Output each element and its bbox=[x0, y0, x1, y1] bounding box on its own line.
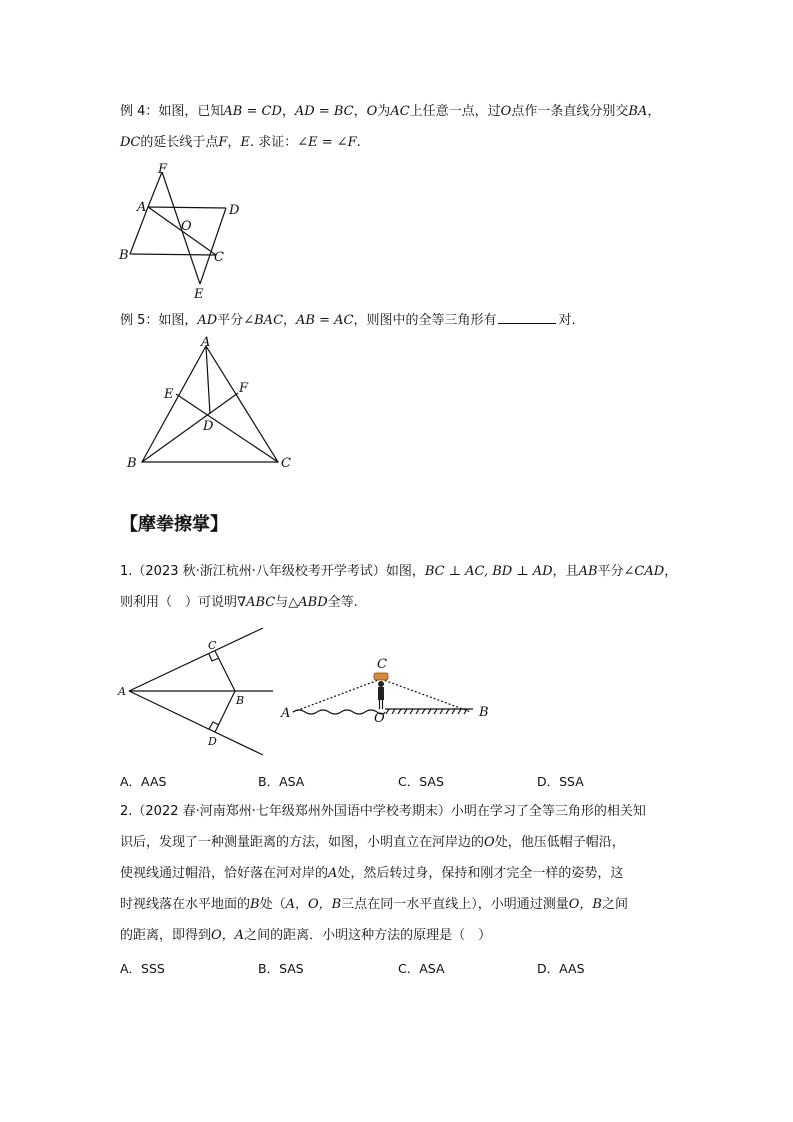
label-f: F bbox=[239, 381, 249, 396]
ex4-figure bbox=[110, 160, 270, 302]
label-c: C bbox=[377, 657, 387, 672]
label-c: C bbox=[208, 639, 217, 652]
q1-line2: 则利用（ ）可说明∇ABC与△ABD全等. bbox=[120, 595, 358, 610]
q2-option-d[interactable]: D．AAS bbox=[537, 961, 585, 976]
label-o: O bbox=[181, 219, 192, 234]
section-title: 【摩拳擦掌】 bbox=[120, 514, 228, 535]
label-e: E bbox=[194, 287, 204, 302]
label-a: A bbox=[118, 685, 126, 698]
q1-line1: 1.（2023 秋·浙江杭州·八年级校考开学考试）如图，BC ⊥ AC, BD ⊥ AD，且AB平分∠CAD， bbox=[120, 564, 678, 579]
segment-bc bbox=[215, 651, 235, 691]
label-b: B bbox=[119, 248, 129, 263]
q1-option-d[interactable]: D．SSA bbox=[537, 774, 584, 789]
ex4-line1: 例 4：如图，已知AB = CD，AD = BC，O为AC上任意一点，过O点作一条直线分别交BA， bbox=[120, 104, 661, 119]
label-d: D bbox=[203, 419, 214, 434]
label-d: D bbox=[229, 203, 240, 218]
q2-line4: 时视线落在水平地面的B处（A，O，B三点在同一水平直线上），小明通过测量O，B之间 bbox=[120, 897, 628, 912]
answer-blank[interactable] bbox=[498, 311, 556, 324]
label-a: A bbox=[281, 706, 291, 721]
segment-ad bbox=[148, 207, 226, 208]
q1-figure bbox=[115, 622, 280, 762]
river-wave bbox=[293, 710, 385, 714]
segment-bc bbox=[130, 254, 216, 255]
segment-bd bbox=[215, 691, 235, 732]
q2-line1: 2.（2022 春·河南郑州·七年级郑州外国语中学校考期末）小明在学习了全等三角形的相关知 bbox=[120, 804, 646, 819]
segment-fb-ext bbox=[148, 172, 162, 207]
q2-option-c[interactable]: C．ASA bbox=[398, 961, 445, 976]
label-f: F bbox=[158, 162, 168, 177]
q2-option-b[interactable]: B．SAS bbox=[258, 961, 304, 976]
q1-option-a[interactable]: A．AAS bbox=[120, 774, 167, 789]
sightline-cb bbox=[381, 679, 471, 712]
q2-line3: 使视线通过帽沿，恰好落在河对岸的A处，然后转过身，保持和刚才完全一样的姿势，这 bbox=[120, 866, 624, 881]
label-o: O bbox=[374, 711, 385, 726]
label-a: A bbox=[201, 335, 211, 350]
body-icon bbox=[378, 687, 384, 700]
sightline-ca bbox=[293, 679, 381, 712]
label-d: D bbox=[208, 735, 217, 748]
segment-ad bbox=[206, 346, 210, 414]
label-e: E bbox=[164, 387, 174, 402]
label-a: A bbox=[137, 200, 147, 215]
q2-line5: 的距离，即得到O，A之间的距离．小明这种方法的原理是（ ） bbox=[120, 928, 492, 943]
label-c: C bbox=[281, 456, 291, 471]
ground-hatch bbox=[386, 709, 467, 714]
ex5-line: 例 5：如图，AD平分∠BAC，AB = AC，则图中的全等三角形有 对. bbox=[120, 313, 576, 328]
q1-option-b[interactable]: B．ASA bbox=[258, 774, 305, 789]
label-b: B bbox=[236, 694, 245, 707]
head-icon bbox=[378, 681, 384, 687]
q2-figure bbox=[275, 652, 495, 732]
segment-ce-ext bbox=[176, 394, 278, 462]
label-c: C bbox=[214, 250, 224, 265]
ex5-figure bbox=[120, 332, 300, 477]
q2-option-a[interactable]: A．SSS bbox=[120, 961, 165, 976]
label-b: B bbox=[479, 705, 489, 720]
ex4-line2: DC的延长线于点F，E. 求证：∠E = ∠F. bbox=[120, 135, 361, 150]
ray-ac bbox=[129, 628, 263, 691]
label-b: B bbox=[127, 456, 137, 471]
q2-line2: 识后，发现了一种测量距离的方法，如图，小明直立在河岸边的O处，他压低帽子帽沿， bbox=[120, 835, 625, 850]
hat-icon bbox=[374, 673, 388, 680]
q1-option-c[interactable]: C．SAS bbox=[398, 774, 444, 789]
